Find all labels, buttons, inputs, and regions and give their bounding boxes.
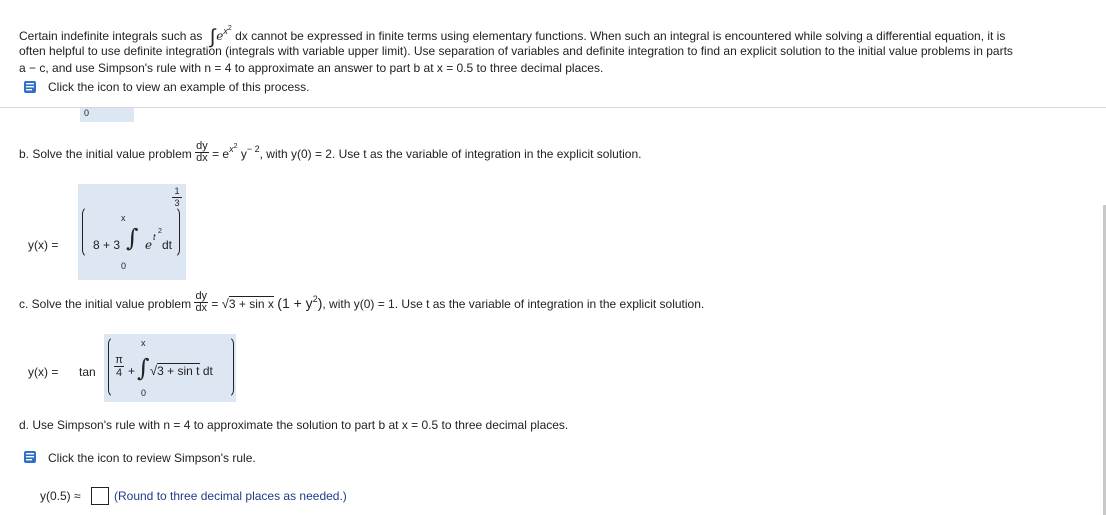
part-d-prompt: d. Use Simpson's rule with n = 4 to approximate the solution to part b at x = 0.5 to three decimal places.	[19, 418, 569, 432]
intro-line-1	[19, 23, 1005, 46]
book-icon[interactable]	[23, 450, 37, 464]
frac-den: dx	[196, 152, 208, 164]
part-d-answer-lhs: y(0.5) ≈	[40, 489, 81, 503]
frac-den: dx	[195, 302, 208, 314]
part-c-answer-lhs: y(x) =	[28, 365, 59, 379]
part-c-suffix: , with y(0) = 1. Use t as the variable of integration in the explicit solution.	[322, 296, 705, 311]
answer-input[interactable]	[91, 487, 109, 505]
power-fraction	[172, 186, 182, 209]
part-b-prefix: b. Solve the initial value problem	[19, 146, 192, 161]
part-b-answer-lhs: y(x) =	[28, 238, 59, 252]
pi-over-four	[114, 354, 124, 379]
simpsons-rule-link-text[interactable]: Click the icon to review Simpson's rule.	[48, 451, 256, 465]
paren-exp: 2	[312, 293, 318, 304]
round-hint: (Round to three decimal places as needed.)	[114, 489, 347, 503]
sqrt-sign: √	[150, 363, 158, 378]
part-b-suffix: , with y(0) = 2. Use t as the variable of integration in the explicit solution.	[259, 146, 642, 161]
integrand-e: e	[145, 238, 153, 252]
intro-text-cont: dx cannot be expressed in finite terms using elementary functions. When such an integral is encountered while solving a differential equation, it is	[235, 29, 1006, 43]
rhs-exp2: 2	[233, 142, 238, 150]
dy-dx-fraction	[194, 291, 208, 314]
upper-limit: x	[121, 213, 126, 223]
example-link-text[interactable]: Click the icon to view an example of this process.	[48, 80, 310, 94]
pi-num: π	[115, 354, 123, 366]
dy-dx-fraction	[195, 141, 209, 164]
paren-expr: (1 + y	[277, 294, 313, 311]
frac-num: dy	[196, 140, 208, 152]
rhs-exp: x	[229, 143, 234, 154]
integrand-exp: t	[153, 232, 156, 242]
intro-line-2: often helpful to use definite integration (integrals with variable upper limit). Use separation of variables and definite integration to find an explicit solution to the initial value problems in parts	[19, 44, 1013, 58]
integrand-exp: x	[223, 26, 228, 36]
part-b-prompt	[19, 141, 641, 171]
lower-limit: 0	[121, 261, 127, 271]
frac-num: dy	[195, 290, 208, 302]
power-num: 1	[172, 186, 182, 198]
intro-line-3: a − c, and use Simpson's rule with n = 4 to approximate an answer to part b at x = 0.5 to three decimal places.	[19, 61, 604, 75]
divider	[0, 107, 1106, 108]
rhs-yexp: − 2	[246, 143, 260, 154]
dt-label: dt	[202, 364, 213, 378]
rhs-equals-e: = e	[212, 146, 230, 161]
integral-sign: ∫	[126, 224, 139, 252]
four-den: 4	[115, 367, 123, 379]
integral-sign: ∫	[137, 354, 150, 382]
tan-label: tan	[79, 365, 96, 379]
rhs-equals: =	[211, 296, 219, 311]
sqrt-expression	[150, 363, 213, 378]
answer-constant: 8 + 3	[93, 238, 121, 252]
part-b-answer-box	[78, 184, 186, 280]
sqrt-body: 3 + sin x	[228, 296, 274, 311]
sqrt-body: 3 + sin t	[157, 364, 200, 378]
part-c-answer-box	[104, 334, 236, 402]
sqrt-sign: √	[221, 295, 229, 311]
power-den: 3	[174, 198, 180, 208]
integrand-exp2: 2	[158, 228, 162, 235]
integrand-e: e	[216, 29, 224, 43]
part-c-prefix: c. Solve the initial value problem	[19, 296, 192, 311]
paren-close: )	[317, 294, 323, 311]
book-icon[interactable]	[23, 80, 37, 94]
intro-text: Certain indefinite integrals such as	[19, 29, 203, 43]
plus-sign: +	[128, 364, 136, 378]
integral-sign: ∫	[209, 26, 216, 48]
integrand-exp2: 2	[227, 25, 232, 32]
lower-limit: 0	[141, 388, 147, 398]
prev-answer-tail: 0	[80, 108, 134, 122]
dt-label: dt	[162, 238, 173, 252]
rhs-y: y	[240, 146, 247, 161]
upper-limit: x	[141, 338, 146, 348]
part-c-prompt	[19, 291, 704, 321]
